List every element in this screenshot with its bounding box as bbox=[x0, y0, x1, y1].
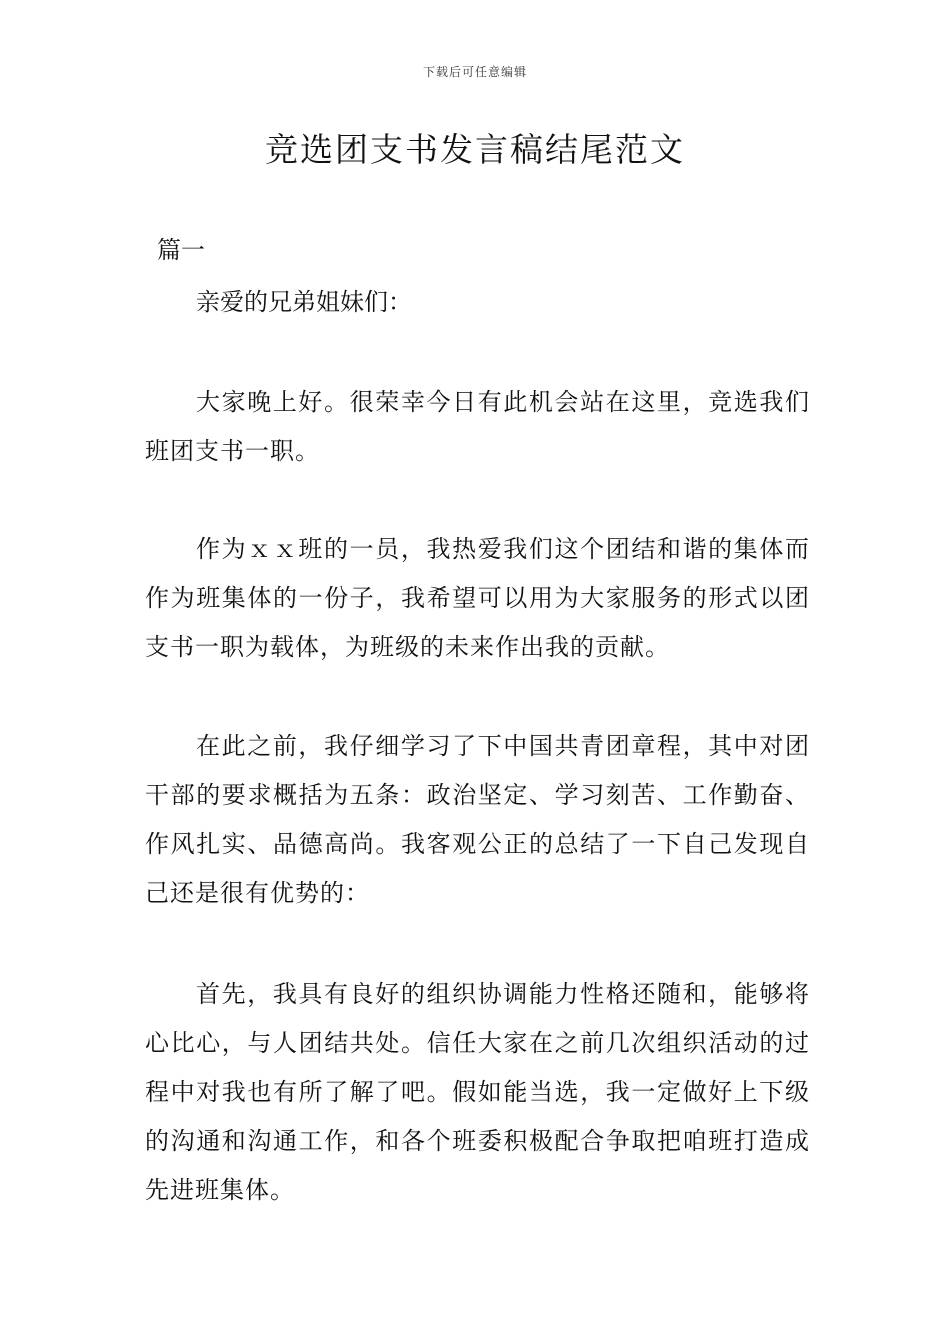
body-paragraph-1: 大家晚上好。很荣幸今日有此机会站在这里，竞选我们班团支书一职。 bbox=[145, 388, 810, 465]
header-note: 下载后可任意编辑 bbox=[422, 65, 527, 79]
document-title: 竞选团支书发言稿结尾范文 bbox=[265, 130, 685, 169]
body-paragraph-2: 作为ｘｘ班的一员，我热爱我们这个团结和谐的集体而作为班集体的一份子，我希望可以用为大家服务的形式以团支书一职为载体，为班级的未来作出我的贡献。 bbox=[145, 535, 810, 661]
body-paragraph-3: 在此之前，我仔细学习了下中国共青团章程，其中对团干部的要求概括为五条：政治坚定、学习刻苦、工作勤奋、作风扎实、品德高尚。我客观公正的总结了一下自己发现自己还是很有优势的： bbox=[145, 732, 810, 907]
section-label: 篇一 bbox=[157, 236, 205, 264]
body-paragraph-4: 首先，我具有良好的组织协调能力性格还随和，能够将心比心，与人团结共处。信任大家在之前几次组织活动的过程中对我也有所了解了吧。假如能当选，我一定做好上下级的沟通和沟通工作，和各个班委积极配合争取把咱班打造成先进班集体。 bbox=[145, 980, 810, 1204]
salutation: 亲爱的兄弟姐妹们： bbox=[196, 288, 412, 316]
